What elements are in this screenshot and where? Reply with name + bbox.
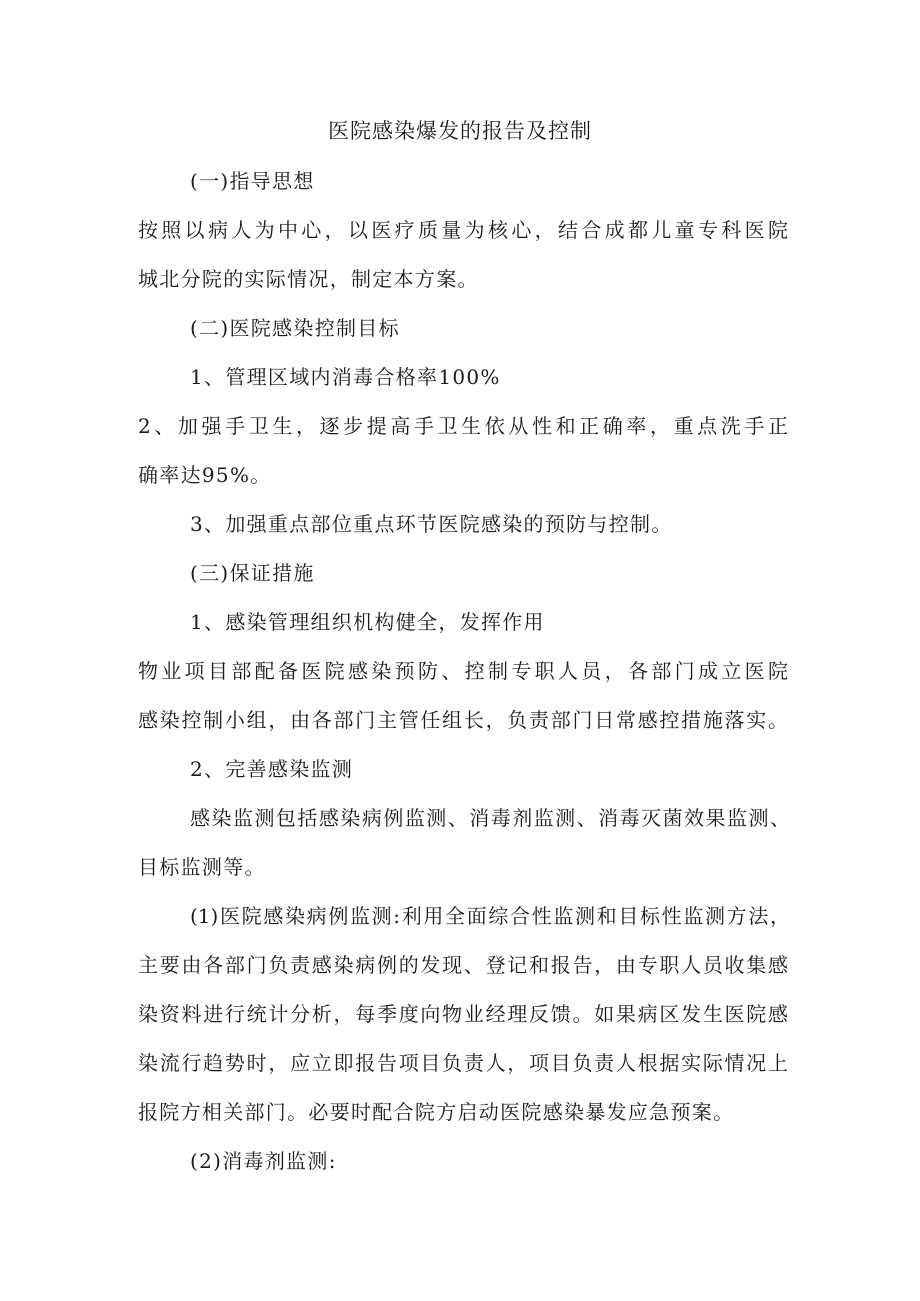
paragraph-line: 物业项目部配备医院感染预防、控制专职人员，各部门成立医院 [138,659,788,683]
paragraph-line: 目标监测等。 [138,855,266,879]
subsection-infection-case-monitoring: (1)医院感染病例监测:利用全面综合性监测和目标性监测方法， [190,904,790,928]
measure-heading-2: 2、完善感染监测 [190,757,354,781]
paragraph-line: 按照以病人为中心，以医疗质量为核心，结合成都儿童专科医院 [138,218,788,242]
section-heading-guarantee-measures: (三)保证措施 [190,561,315,585]
goal-item-1: 1、管理区域内消毒合格率100% [190,365,501,389]
paragraph-line: 报院方相关部门。必要时配合院方启动医院感染暴发应急预案。 [138,1100,735,1124]
paragraph-line: 感染监测包括感染病例监测、消毒剂监测、消毒灭菌效果监测、 [190,806,790,830]
section-heading-guiding-principle: (一)指导思想 [190,169,315,193]
paragraph-line: 染流行趋势时，应立即报告项目负责人，项目负责人根据实际情况上 [138,1051,788,1075]
section-heading-control-goals: (二)医院感染控制目标 [190,316,400,340]
goal-item-2-line: 2、加强手卫生，逐步提高手卫生依从性和正确率，重点洗手正 [138,414,788,438]
paragraph-line: 城北分院的实际情况，制定本方案。 [138,267,479,291]
goal-item-2-line: 确率达95%。 [138,463,272,487]
subsection-disinfectant-monitoring: (2)消毒剂监测: [190,1149,337,1173]
goal-item-3: 3、加强重点部位重点环节医院感染的预防与控制。 [190,512,673,536]
paragraph-line: 染资料进行统计分析，每季度向物业经理反馈。如果病区发生医院感 [138,1002,788,1026]
measure-heading-1: 1、感染管理组织机构健全，发挥作用 [190,610,545,634]
paragraph-line: 感染控制小组，由各部门主管任组长，负责部门日常感控措施落实。 [138,708,788,732]
document-title: 医院感染爆发的报告及控制 [328,119,592,143]
paragraph-line: 主要由各部门负责感染病例的发现、登记和报告，由专职人员收集感 [138,953,788,977]
